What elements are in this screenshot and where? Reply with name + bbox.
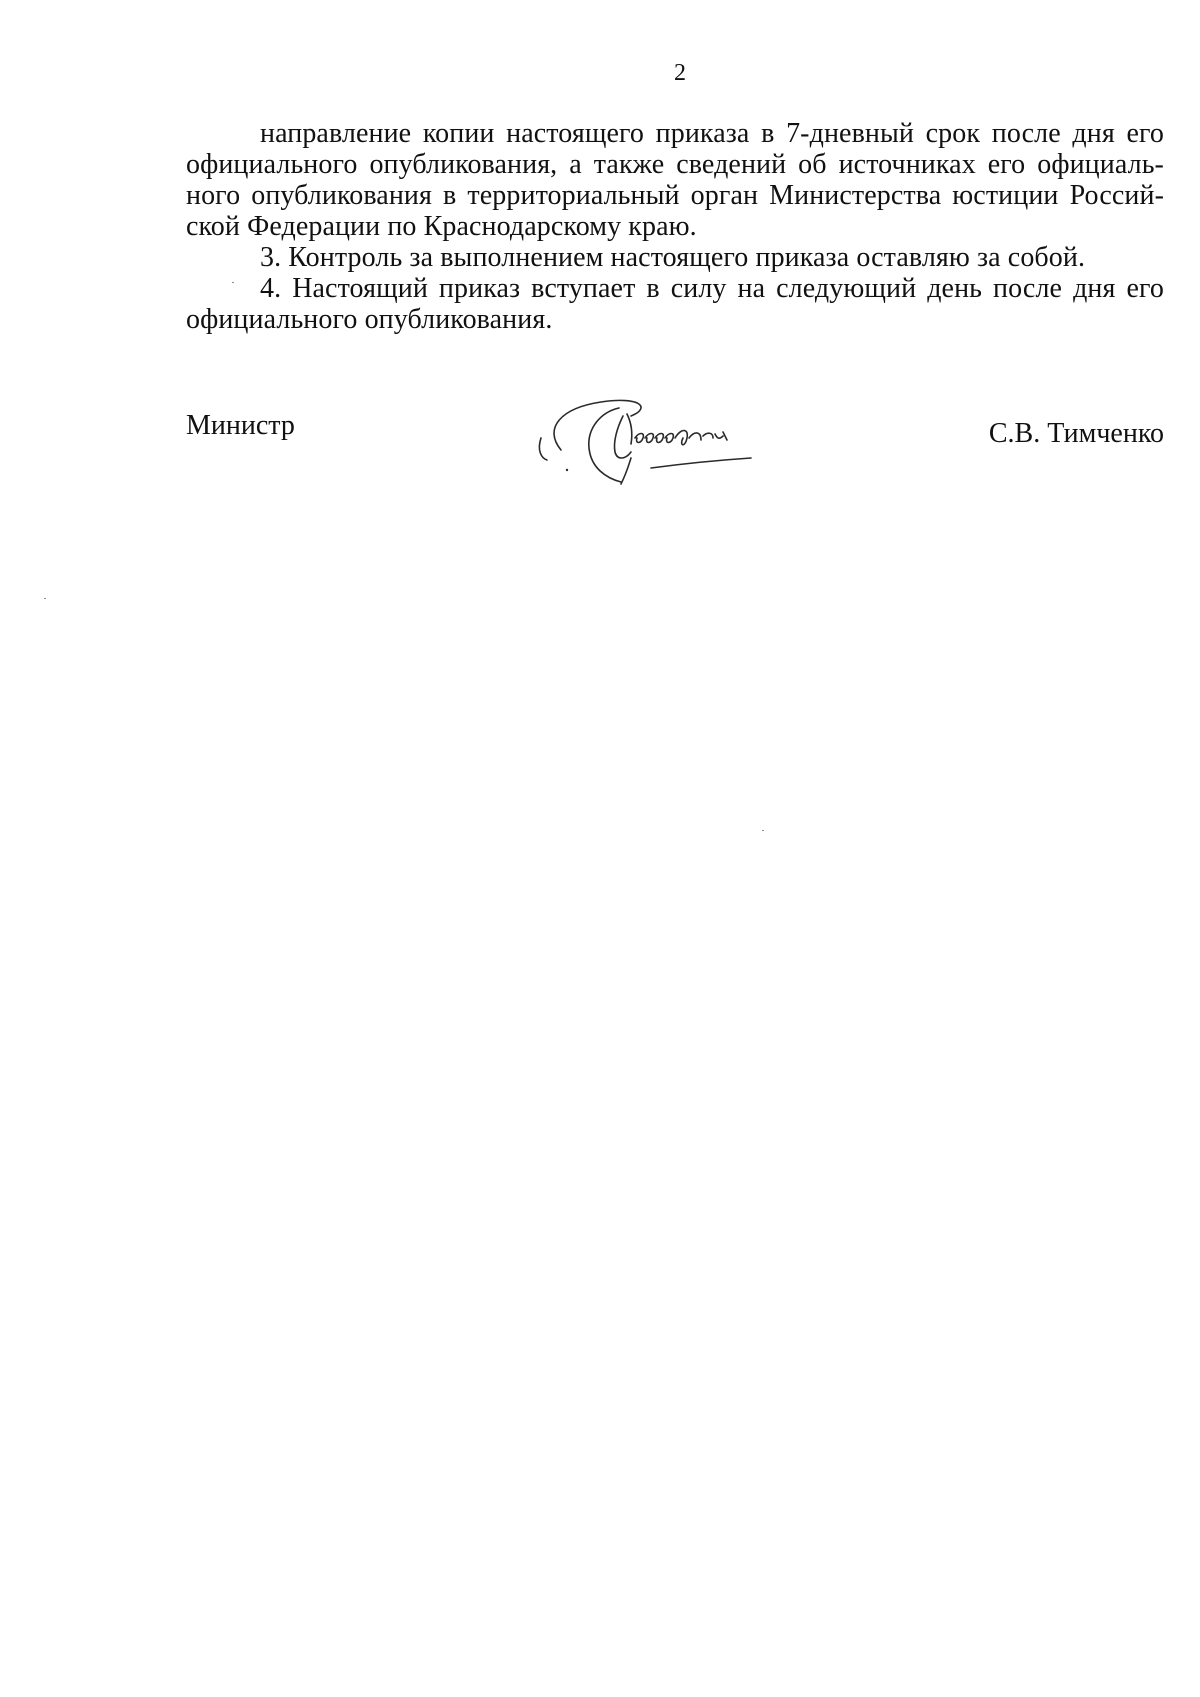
text-line: официального опубликования, а также сведений об источниках его официаль-	[186, 149, 1164, 180]
signer-name: С.В. Тимченко	[988, 418, 1164, 449]
paragraph-effective-date	[186, 273, 1164, 335]
paragraph-control	[186, 242, 1164, 273]
paragraph-copy-direction	[186, 118, 1164, 242]
text-line: официального опубликования.	[186, 304, 553, 335]
signer-position: Министр	[186, 410, 295, 441]
text-line: 3. Контроль за выполнением настоящего приказа оставляю за собой.	[260, 242, 1086, 273]
handwritten-signature	[531, 398, 801, 488]
text-line: ской Федерации по Краснодарскому краю.	[186, 211, 697, 242]
document-body	[186, 118, 1164, 335]
text-line: направление копии настоящего приказа в 7-дневный срок после дня его	[260, 118, 1164, 149]
signature-block	[186, 398, 1164, 488]
scan-speck	[44, 598, 46, 599]
text-line: ного опубликования в территориальный орган Министерства юстиции Россий-	[186, 180, 1164, 211]
text-line: 4. Настоящий приказ вступает в силу на следующий день после дня его	[260, 273, 1164, 304]
page-number: 2	[674, 60, 686, 86]
scan-speck	[232, 282, 234, 283]
scan-speck	[762, 830, 764, 831]
